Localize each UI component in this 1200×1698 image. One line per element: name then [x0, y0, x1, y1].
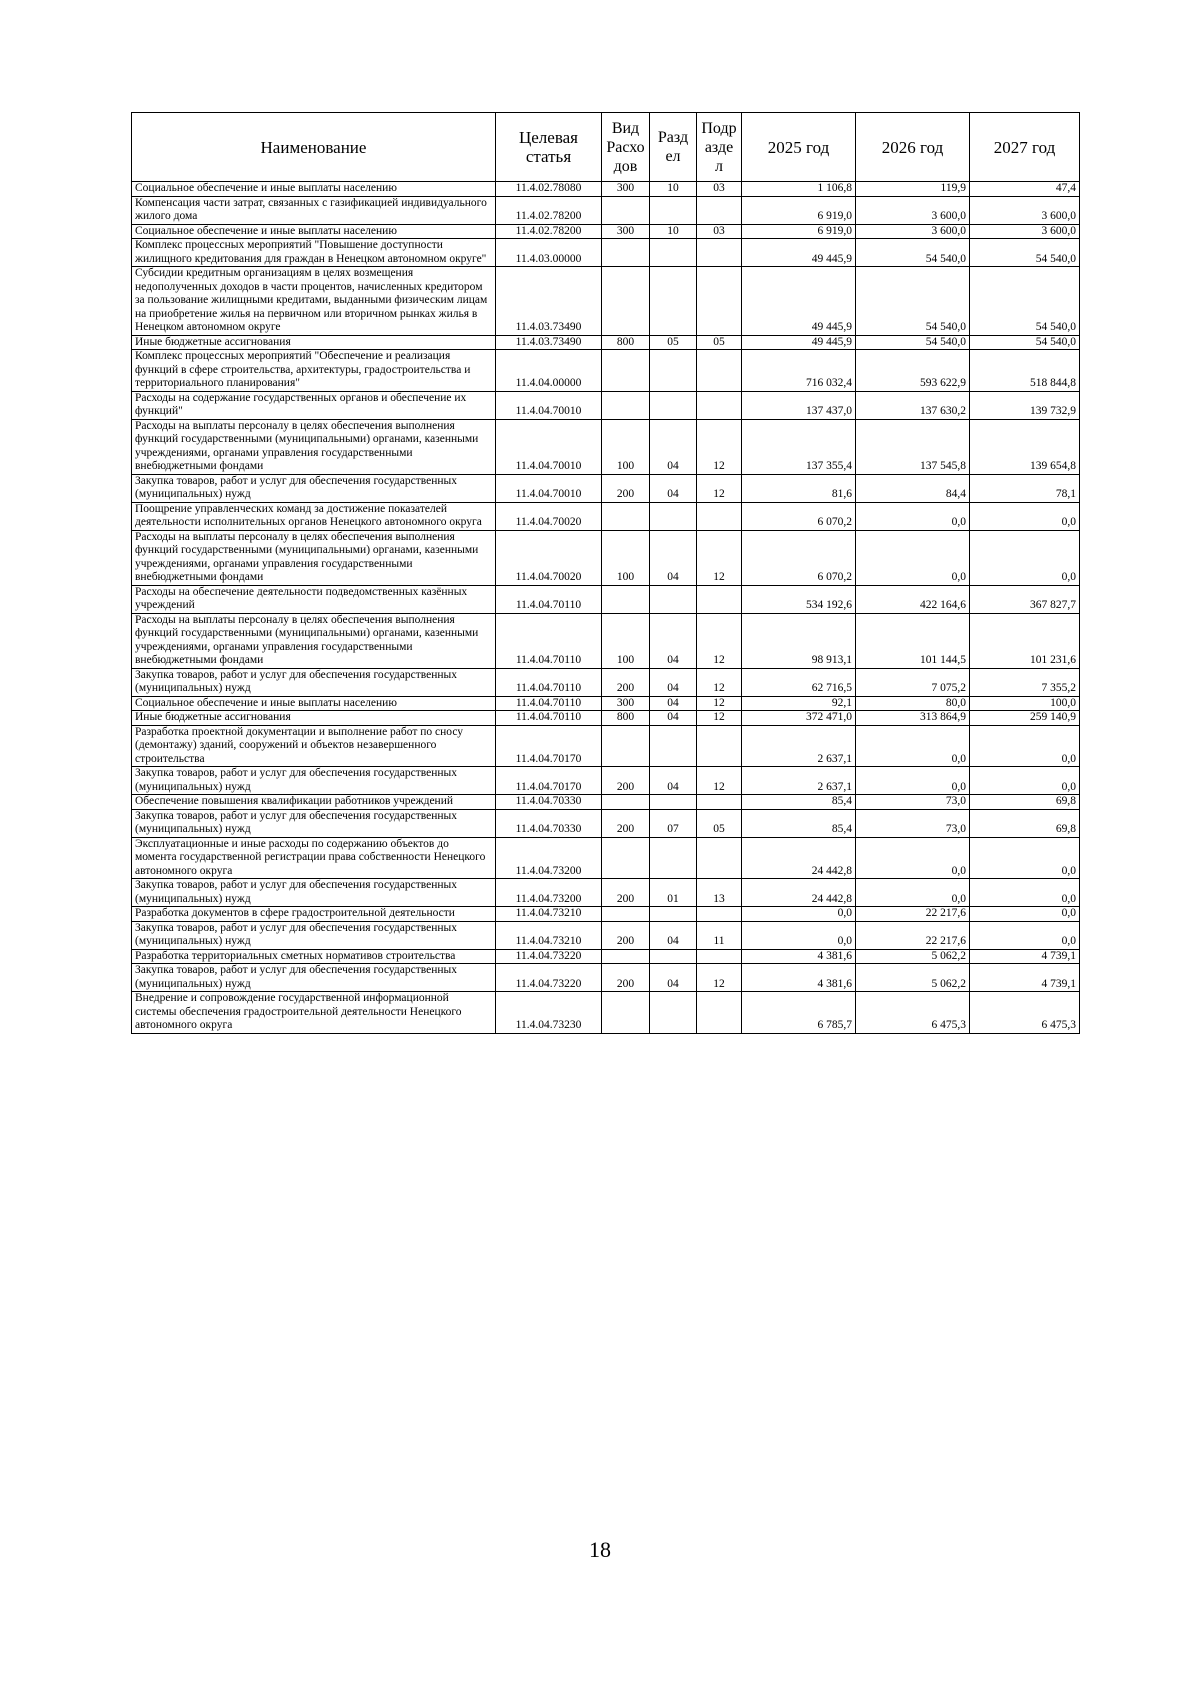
row-target-article: 11.4.03.73490: [496, 335, 602, 350]
row-amount-2027: 0,0: [970, 530, 1080, 585]
row-amount-2025: 1 106,8: [742, 182, 856, 197]
row-amount-2025: 0,0: [742, 921, 856, 949]
row-amount-2026: 119,9: [856, 182, 970, 197]
row-section: 10: [650, 182, 697, 197]
row-amount-2026: 5 062,2: [856, 964, 970, 992]
row-amount-2027: 101 231,6: [970, 613, 1080, 668]
row-expense-type: 200: [602, 921, 650, 949]
row-subsection: 05: [697, 809, 742, 837]
row-subsection: 03: [697, 224, 742, 239]
row-section: 04: [650, 474, 697, 502]
row-section: 04: [650, 964, 697, 992]
row-amount-2027: 69,8: [970, 809, 1080, 837]
row-name: Эксплуатационные и иные расходы по содержанию объектов до момента государственной регистрации права собственности Ненецкого автономного округа: [132, 837, 496, 879]
row-subsection: 12: [697, 668, 742, 696]
row-amount-2026: 6 475,3: [856, 992, 970, 1034]
row-name: Разработка территориальных сметных нормативов строительства: [132, 949, 496, 964]
row-expense-type: 300: [602, 182, 650, 197]
row-name: Закупка товаров, работ и услуг для обеспечения государственных (муниципальных) нужд: [132, 809, 496, 837]
row-subsection: [697, 992, 742, 1034]
row-amount-2025: 534 192,6: [742, 585, 856, 613]
row-target-article: 11.4.02.78200: [496, 196, 602, 224]
row-section: 04: [650, 530, 697, 585]
row-expense-type: 200: [602, 474, 650, 502]
row-amount-2027: 518 844,8: [970, 350, 1080, 392]
row-expense-type: [602, 502, 650, 530]
row-amount-2025: 24 442,8: [742, 837, 856, 879]
row-subsection: 05: [697, 335, 742, 350]
row-name: Разработка документов в сфере градостроительной деятельности: [132, 907, 496, 922]
row-amount-2027: 0,0: [970, 725, 1080, 767]
header-target-article: Целевая статья: [496, 113, 602, 182]
row-target-article: 11.4.04.70110: [496, 668, 602, 696]
row-subsection: [697, 585, 742, 613]
row-name: Закупка товаров, работ и услуг для обеспечения государственных (муниципальных) нужд: [132, 879, 496, 907]
row-expense-type: [602, 725, 650, 767]
row-expense-type: 100: [602, 419, 650, 474]
row-name: Закупка товаров, работ и услуг для обеспечения государственных (муниципальных) нужд: [132, 474, 496, 502]
row-amount-2025: 6 070,2: [742, 530, 856, 585]
row-amount-2025: 6 919,0: [742, 196, 856, 224]
page-number: 18: [589, 1537, 611, 1562]
row-expense-type: 300: [602, 224, 650, 239]
row-amount-2025: 92,1: [742, 696, 856, 711]
row-target-article: 11.4.04.70330: [496, 809, 602, 837]
row-subsection: [697, 196, 742, 224]
table-row: [132, 502, 1080, 530]
table-row: [132, 711, 1080, 726]
row-amount-2025: 6 785,7: [742, 992, 856, 1034]
row-target-article: 11.4.04.70110: [496, 613, 602, 668]
row-subsection: 12: [697, 419, 742, 474]
table-row: [132, 992, 1080, 1034]
row-amount-2027: 3 600,0: [970, 196, 1080, 224]
row-target-article: 11.4.04.00000: [496, 350, 602, 392]
row-amount-2026: 5 062,2: [856, 949, 970, 964]
row-expense-type: 100: [602, 530, 650, 585]
row-target-article: 11.4.04.70020: [496, 502, 602, 530]
row-name: Расходы на выплаты персоналу в целях обеспечения выполнения функций государственными (муниципальными) органами, казенными учреждениями, органами управления государственными внебюджетными фондами: [132, 613, 496, 668]
row-amount-2026: 137 545,8: [856, 419, 970, 474]
row-amount-2026: 73,0: [856, 795, 970, 810]
row-amount-2027: 0,0: [970, 921, 1080, 949]
row-amount-2026: 0,0: [856, 767, 970, 795]
row-amount-2026: 84,4: [856, 474, 970, 502]
header-subsection: Подр азде л: [697, 113, 742, 182]
table-row: [132, 196, 1080, 224]
row-name: Иные бюджетные ассигнования: [132, 335, 496, 350]
row-target-article: 11.4.04.70010: [496, 474, 602, 502]
row-amount-2027: 100,0: [970, 696, 1080, 711]
row-name: Иные бюджетные ассигнования: [132, 711, 496, 726]
row-subsection: [697, 725, 742, 767]
table-row: [132, 837, 1080, 879]
row-expense-type: 200: [602, 767, 650, 795]
row-section: 04: [650, 767, 697, 795]
row-subsection: 12: [697, 696, 742, 711]
row-name: Расходы на выплаты персоналу в целях обеспечения выполнения функций государственными (муниципальными) органами, казенными учреждениями, органами управления государственными внебюджетными фондами: [132, 419, 496, 474]
table-row: [132, 419, 1080, 474]
table-row: [132, 350, 1080, 392]
row-amount-2026: 593 622,9: [856, 350, 970, 392]
table-row: [132, 879, 1080, 907]
row-amount-2026: 422 164,6: [856, 585, 970, 613]
row-target-article: 11.4.04.70010: [496, 419, 602, 474]
row-section: 04: [650, 613, 697, 668]
row-expense-type: [602, 992, 650, 1034]
row-amount-2025: 716 032,4: [742, 350, 856, 392]
table-row: [132, 391, 1080, 419]
table-row: [132, 530, 1080, 585]
header-year-2025: 2025 год: [742, 113, 856, 182]
row-target-article: 11.4.03.73490: [496, 267, 602, 336]
row-expense-type: 300: [602, 696, 650, 711]
row-amount-2026: 0,0: [856, 725, 970, 767]
row-target-article: 11.4.04.73200: [496, 879, 602, 907]
table-row: [132, 585, 1080, 613]
row-section: 01: [650, 879, 697, 907]
row-name: Закупка товаров, работ и услуг для обеспечения государственных (муниципальных) нужд: [132, 921, 496, 949]
row-target-article: 11.4.02.78080: [496, 182, 602, 197]
row-expense-type: 200: [602, 964, 650, 992]
row-amount-2027: 6 475,3: [970, 992, 1080, 1034]
row-amount-2027: 7 355,2: [970, 668, 1080, 696]
table-header-row: [132, 113, 1080, 182]
row-amount-2027: 78,1: [970, 474, 1080, 502]
row-subsection: 03: [697, 182, 742, 197]
row-section: 04: [650, 921, 697, 949]
row-amount-2025: 2 637,1: [742, 725, 856, 767]
row-subsection: 12: [697, 613, 742, 668]
row-amount-2025: 85,4: [742, 795, 856, 810]
row-name: Расходы на содержание государственных органов и обеспечение их функций": [132, 391, 496, 419]
row-section: [650, 949, 697, 964]
row-name: Разработка проектной документации и выполнение работ по сносу (демонтажу) зданий, сооружений и объектов незавершенного строительства: [132, 725, 496, 767]
row-name: Социальное обеспечение и иные выплаты населению: [132, 696, 496, 711]
row-subsection: 12: [697, 767, 742, 795]
row-target-article: 11.4.04.73200: [496, 837, 602, 879]
row-section: 04: [650, 696, 697, 711]
row-amount-2027: 3 600,0: [970, 224, 1080, 239]
row-amount-2027: 259 140,9: [970, 711, 1080, 726]
row-section: 05: [650, 335, 697, 350]
row-subsection: 12: [697, 530, 742, 585]
row-name: Компенсация части затрат, связанных с газификацией индивидуального жилого дома: [132, 196, 496, 224]
row-section: 07: [650, 809, 697, 837]
row-amount-2027: 0,0: [970, 767, 1080, 795]
row-name: Закупка товаров, работ и услуг для обеспечения государственных (муниципальных) нужд: [132, 668, 496, 696]
row-expense-type: 200: [602, 809, 650, 837]
row-amount-2026: 54 540,0: [856, 267, 970, 336]
row-amount-2026: 80,0: [856, 696, 970, 711]
row-amount-2027: 54 540,0: [970, 267, 1080, 336]
row-section: [650, 725, 697, 767]
row-amount-2027: 54 540,0: [970, 239, 1080, 267]
row-amount-2026: 3 600,0: [856, 196, 970, 224]
table-row: [132, 613, 1080, 668]
row-amount-2026: 22 217,6: [856, 907, 970, 922]
row-section: [650, 502, 697, 530]
row-name: Расходы на выплаты персоналу в целях обеспечения выполнения функций государственными (муниципальными) органами, казенными учреждениями, органами управления государственными внебюджетными фондами: [132, 530, 496, 585]
table-row: [132, 809, 1080, 837]
row-section: [650, 907, 697, 922]
row-subsection: [697, 267, 742, 336]
row-amount-2027: 367 827,7: [970, 585, 1080, 613]
row-section: [650, 585, 697, 613]
row-amount-2025: 49 445,9: [742, 239, 856, 267]
row-amount-2025: 137 437,0: [742, 391, 856, 419]
row-name: Социальное обеспечение и иные выплаты населению: [132, 224, 496, 239]
row-expense-type: [602, 239, 650, 267]
row-section: 04: [650, 419, 697, 474]
row-target-article: 11.4.04.70020: [496, 530, 602, 585]
row-name: Комплекс процессных мероприятий "Обеспечение и реализация функций в сфере строительства, архитектуры, градостроительства и территориального планирования": [132, 350, 496, 392]
table-row: [132, 907, 1080, 922]
row-target-article: 11.4.04.70110: [496, 696, 602, 711]
table-row: [132, 474, 1080, 502]
row-expense-type: 800: [602, 711, 650, 726]
row-name: Поощрение управленческих команд за достижение показателей деятельности исполнительных органов Ненецкого автономного округа: [132, 502, 496, 530]
table-body: [132, 182, 1080, 1034]
row-amount-2025: 372 471,0: [742, 711, 856, 726]
row-name: Расходы на обеспечение деятельности подведомственных казённых учреждений: [132, 585, 496, 613]
row-amount-2027: 0,0: [970, 837, 1080, 879]
row-target-article: 11.4.04.73230: [496, 992, 602, 1034]
row-amount-2026: 22 217,6: [856, 921, 970, 949]
row-expense-type: [602, 837, 650, 879]
header-name: Наименование: [132, 113, 496, 182]
row-target-article: 11.4.03.00000: [496, 239, 602, 267]
row-expense-type: 200: [602, 879, 650, 907]
row-name: Социальное обеспечение и иные выплаты населению: [132, 182, 496, 197]
row-target-article: 11.4.04.73210: [496, 921, 602, 949]
row-target-article: 11.4.04.70170: [496, 767, 602, 795]
row-amount-2027: 4 739,1: [970, 949, 1080, 964]
row-amount-2027: 54 540,0: [970, 335, 1080, 350]
row-section: [650, 992, 697, 1034]
row-target-article: 11.4.04.73220: [496, 964, 602, 992]
table-row: [132, 267, 1080, 336]
row-subsection: 13: [697, 879, 742, 907]
row-section: 04: [650, 711, 697, 726]
row-target-article: 11.4.04.70330: [496, 795, 602, 810]
row-target-article: 11.4.04.70170: [496, 725, 602, 767]
row-amount-2026: 137 630,2: [856, 391, 970, 419]
row-expense-type: [602, 267, 650, 336]
table-row: [132, 239, 1080, 267]
row-expense-type: 800: [602, 335, 650, 350]
row-amount-2027: 47,4: [970, 182, 1080, 197]
row-subsection: 12: [697, 711, 742, 726]
row-amount-2027: 139 654,8: [970, 419, 1080, 474]
row-name: Закупка товаров, работ и услуг для обеспечения государственных (муниципальных) нужд: [132, 767, 496, 795]
row-amount-2025: 62 716,5: [742, 668, 856, 696]
row-expense-type: [602, 350, 650, 392]
row-amount-2025: 49 445,9: [742, 267, 856, 336]
row-amount-2026: 73,0: [856, 809, 970, 837]
row-section: [650, 350, 697, 392]
row-section: 04: [650, 668, 697, 696]
row-section: [650, 391, 697, 419]
row-section: [650, 837, 697, 879]
table-row: [132, 668, 1080, 696]
row-amount-2027: 4 739,1: [970, 964, 1080, 992]
row-target-article: 11.4.04.70110: [496, 585, 602, 613]
row-amount-2026: 3 600,0: [856, 224, 970, 239]
table-row: [132, 921, 1080, 949]
row-amount-2025: 85,4: [742, 809, 856, 837]
table-row: [132, 767, 1080, 795]
row-subsection: [697, 907, 742, 922]
row-section: [650, 239, 697, 267]
row-section: [650, 267, 697, 336]
row-amount-2026: 7 075,2: [856, 668, 970, 696]
row-expense-type: [602, 795, 650, 810]
row-section: [650, 795, 697, 810]
row-amount-2027: 69,8: [970, 795, 1080, 810]
row-target-article: 11.4.04.70110: [496, 711, 602, 726]
row-amount-2025: 4 381,6: [742, 964, 856, 992]
row-expense-type: [602, 585, 650, 613]
row-amount-2025: 4 381,6: [742, 949, 856, 964]
row-amount-2026: 0,0: [856, 530, 970, 585]
budget-table: [131, 112, 1080, 1034]
row-amount-2025: 49 445,9: [742, 335, 856, 350]
row-target-article: 11.4.04.73220: [496, 949, 602, 964]
table-row: [132, 725, 1080, 767]
row-amount-2026: 54 540,0: [856, 239, 970, 267]
row-target-article: 11.4.04.73210: [496, 907, 602, 922]
row-expense-type: 200: [602, 668, 650, 696]
row-amount-2025: 6 919,0: [742, 224, 856, 239]
row-expense-type: 100: [602, 613, 650, 668]
row-name: Комплекс процессных мероприятий "Повышение доступности жилищного кредитования для граждан в Ненецком автономном округе": [132, 239, 496, 267]
row-amount-2025: 81,6: [742, 474, 856, 502]
row-section: 10: [650, 224, 697, 239]
row-name: Субсидии кредитным организациям в целях возмещения недополученных доходов в части процентов, начисленных кредитором за пользование жилищными кредитами, выданными физическим лицам на приобретение жилья на первичном или вторичном рынках жилья в Ненецком автономном округе: [132, 267, 496, 336]
row-target-article: 11.4.02.78200: [496, 224, 602, 239]
header-year-2027: 2027 год: [970, 113, 1080, 182]
row-subsection: 11: [697, 921, 742, 949]
row-expense-type: [602, 196, 650, 224]
table-row: [132, 182, 1080, 197]
row-subsection: [697, 350, 742, 392]
row-name: Закупка товаров, работ и услуг для обеспечения государственных (муниципальных) нужд: [132, 964, 496, 992]
row-amount-2025: 6 070,2: [742, 502, 856, 530]
row-amount-2025: 2 637,1: [742, 767, 856, 795]
header-section: Разд ел: [650, 113, 697, 182]
row-amount-2027: 0,0: [970, 907, 1080, 922]
table-row: [132, 964, 1080, 992]
row-section: [650, 196, 697, 224]
row-subsection: [697, 391, 742, 419]
row-name: Обеспечение повышения квалификации работников учреждений: [132, 795, 496, 810]
row-subsection: 12: [697, 964, 742, 992]
row-target-article: 11.4.04.70010: [496, 391, 602, 419]
table-row: [132, 949, 1080, 964]
row-subsection: [697, 949, 742, 964]
row-amount-2027: 139 732,9: [970, 391, 1080, 419]
table-row: [132, 696, 1080, 711]
table-row: [132, 795, 1080, 810]
row-amount-2027: 0,0: [970, 502, 1080, 530]
row-amount-2025: 98 913,1: [742, 613, 856, 668]
row-subsection: [697, 837, 742, 879]
row-amount-2025: 0,0: [742, 907, 856, 922]
row-subsection: 12: [697, 474, 742, 502]
header-expense-type: Вид Расхо дов: [602, 113, 650, 182]
row-name: Внедрение и сопровождение государственной информационной системы обеспечения градостроительной деятельности Ненецкого автономного округа: [132, 992, 496, 1034]
row-amount-2025: 137 355,4: [742, 419, 856, 474]
row-amount-2026: 313 864,9: [856, 711, 970, 726]
row-subsection: [697, 239, 742, 267]
table-row: [132, 224, 1080, 239]
row-amount-2026: 0,0: [856, 879, 970, 907]
row-amount-2027: 0,0: [970, 879, 1080, 907]
row-amount-2026: 54 540,0: [856, 335, 970, 350]
row-expense-type: [602, 949, 650, 964]
row-expense-type: [602, 391, 650, 419]
row-amount-2026: 101 144,5: [856, 613, 970, 668]
row-expense-type: [602, 907, 650, 922]
row-amount-2025: 24 442,8: [742, 879, 856, 907]
row-amount-2026: 0,0: [856, 502, 970, 530]
row-subsection: [697, 795, 742, 810]
row-subsection: [697, 502, 742, 530]
table-row: [132, 335, 1080, 350]
row-amount-2026: 0,0: [856, 837, 970, 879]
header-year-2026: 2026 год: [856, 113, 970, 182]
